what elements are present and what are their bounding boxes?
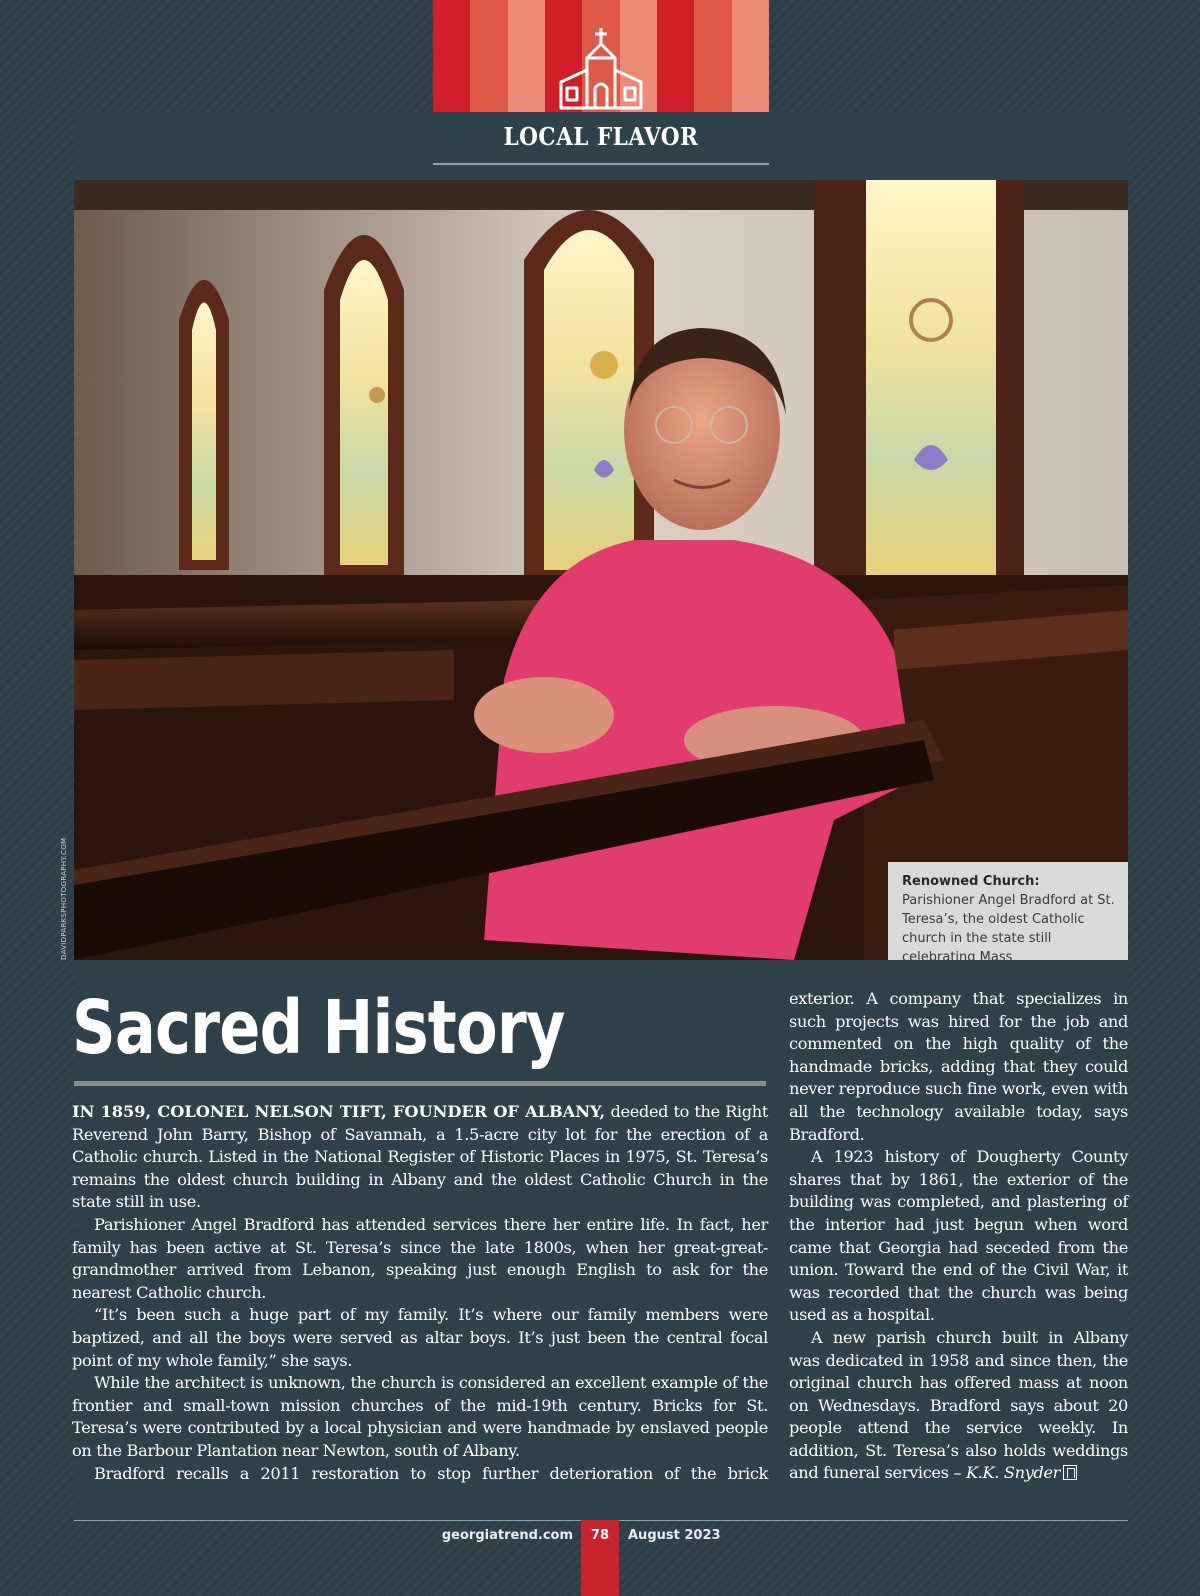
paragraph-7: [789, 1327, 1128, 1485]
page-number-tab: [581, 1520, 619, 1596]
paragraph-7-text: A new parish church built in Albany was dedicated in 1958 and since then, the original church has offered mass at noon on Wednesdays. Bradford says about 20 people attend the service weekly. In addition, St. Teresa’s also holds weddings and funeral services –: [789, 1327, 1128, 1483]
byline: K.K. Snyder: [965, 1463, 1061, 1483]
paragraph-6: A 1923 history of Dougherty County shares that by 1861, the exterior of the building was completed, and plastering of the interior had just begun when word came that Georgia had seceded from the union. Toward the end of the Civil War, it was recorded that the church was being used as a hospital.: [789, 1147, 1128, 1325]
footer-date: August 2023: [628, 1528, 721, 1543]
photo-caption: [888, 862, 1128, 965]
caption-text: Parishioner Angel Bradford at St. Teresa’s, the oldest Catholic church in the state still celebrating Mass: [902, 893, 1115, 965]
paragraph-1-text: deeded to the Right Reverend John Barry, Bishop of Savannah, a 1.5-acre city lot for the erection of a Catholic church. Listed in the National Register of Historic Places in 1975, St. Teresa’s remains the oldest church building in Albany and the oldest Catholic Church in the state still in use.: [72, 1102, 769, 1212]
page-number: 78: [590, 1528, 610, 1543]
section-title: LOCAL FLAVOR: [503, 122, 699, 151]
section-rule: [433, 163, 769, 165]
article-column-right: [789, 988, 1128, 1485]
feature-photo: [74, 180, 1128, 960]
footer-site: georgiatrend.com: [441, 1528, 573, 1543]
paragraph-5-continued: exterior. A company that specializes in such projects was hired for the job and commented on the high quality of the handmade bricks, adding that they could never reproduce such fine work, even with all the technology available today, says Bradford.: [789, 989, 1128, 1144]
photo-credit: DAVIDPARKSPHOTOGRAPHY.COM: [60, 837, 68, 960]
paragraph-2: Parishioner Angel Bradford has attended services there her entire life. In fact, her family has been active at St. Teresa’s since the late 1800s, when her great-great-grandmother arrived from Lebanon, speaking just enough English to ask for the nearest Catholic church.: [72, 1214, 768, 1302]
article-headline: Sacred History: [72, 985, 565, 1071]
lead-in: IN 1859, COLONEL NELSON TIFT, FOUNDER OF ALBANY,: [72, 1102, 606, 1121]
paragraph-1: [72, 1101, 768, 1214]
church-icon: [433, 0, 769, 112]
article-column-left: [72, 1101, 768, 1485]
headline-rule: [74, 1081, 766, 1086]
paragraph-4: While the architect is unknown, the church is considered an excellent example of the frontier and small-town mission churches of the mid-19th century. Bricks for St. Teresa’s were contributed by a local physician and were handmade by enslaved people on the Barbour Plantation near Newton, south of Albany.: [72, 1373, 768, 1460]
caption-title: Renowned Church:: [902, 874, 1040, 889]
paragraph-3: “It’s been such a huge part of my family. It’s where our family members were baptized, and all the boys were served as altar boys. It’s just been the central focal point of my whole family,” she says.: [72, 1305, 768, 1370]
paragraph-5: Bradford recalls a 2011 restoration to stop further deterioration of the brick: [94, 1463, 768, 1483]
end-mark-icon: [1063, 1465, 1077, 1480]
